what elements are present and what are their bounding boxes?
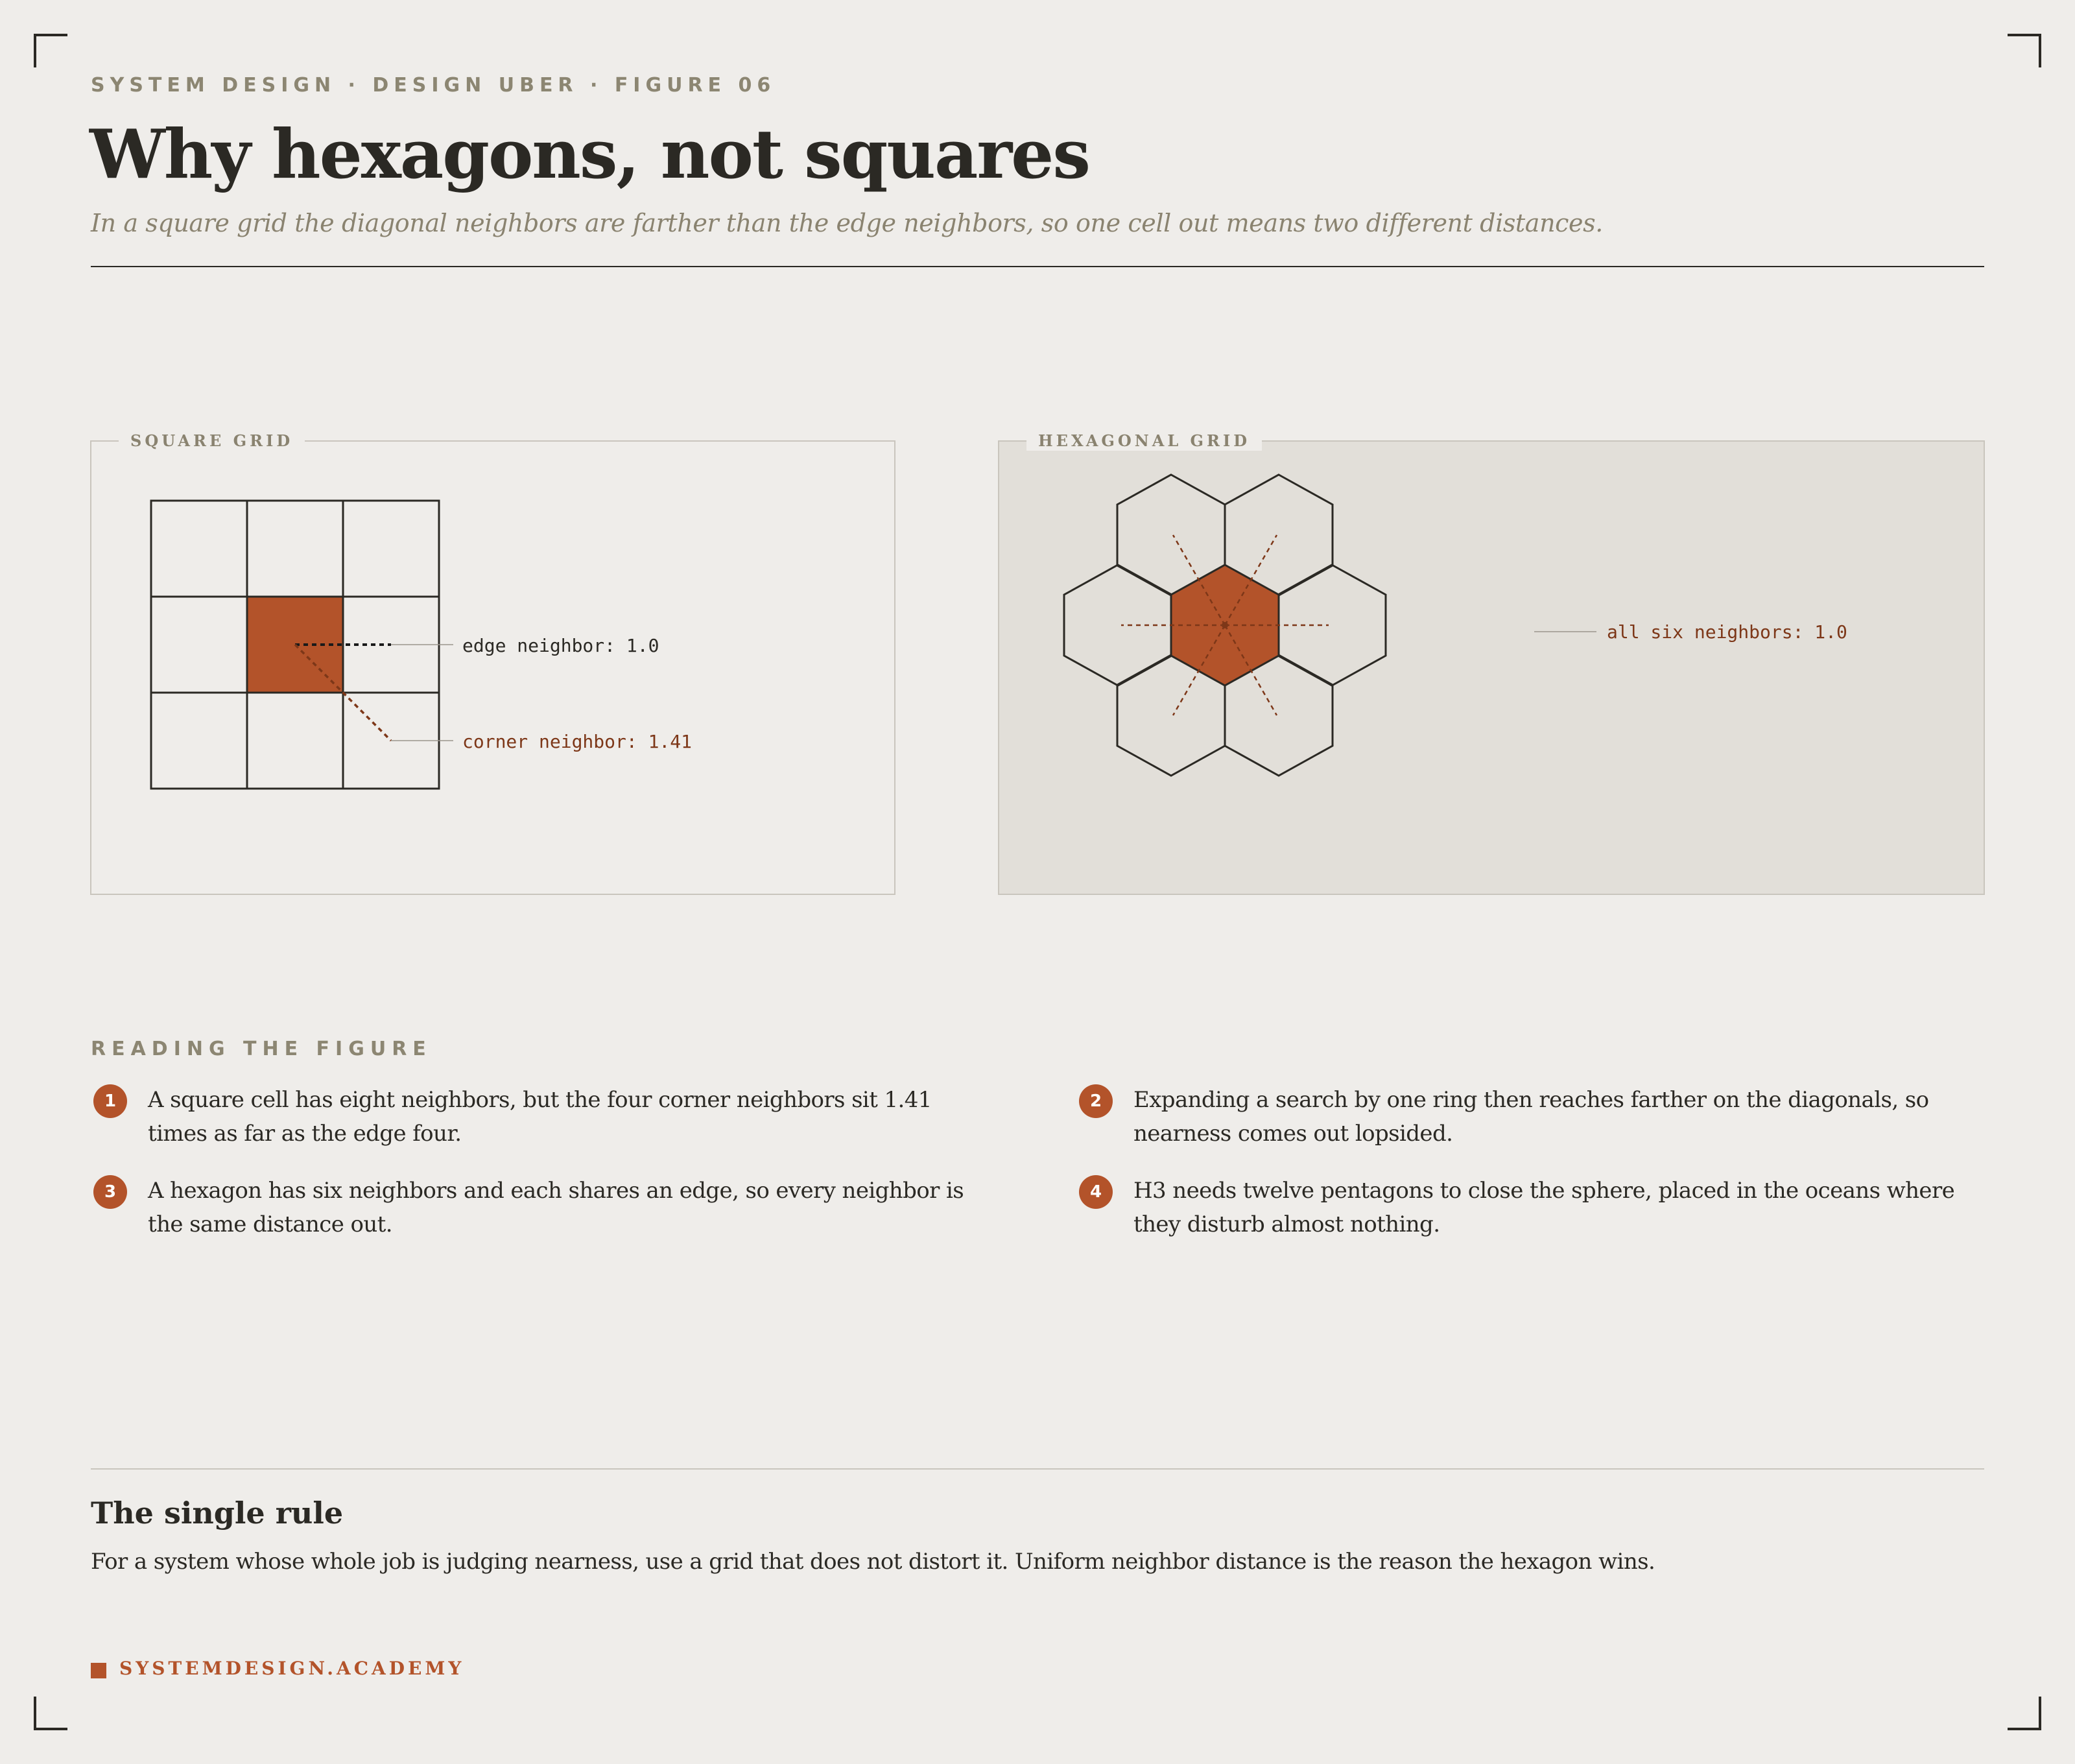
square-grid-label: SQUARE GRID — [119, 431, 305, 451]
page-subtitle: In a square grid the diagonal neighbors are farther than the edge neighbors, so one cell out means two different distances. — [91, 209, 1603, 237]
all-neighbors-label: all six neighbors: 1.0 — [1607, 621, 1847, 643]
note-text: A hexagon has six neighbors and each shares an edge, so every neighbor is the same distance out. — [148, 1178, 964, 1237]
grid-cell — [151, 693, 247, 789]
square-grid-panel — [90, 431, 895, 895]
rule-divider — [91, 1468, 1984, 1470]
grid-cell — [151, 501, 247, 597]
brand-mark-icon — [91, 1663, 106, 1678]
page-title: Why hexagons, not squares — [89, 114, 1089, 194]
corner-mark-top-left — [34, 34, 67, 67]
edge-neighbor-label: edge neighbor: 1.0 — [462, 635, 659, 656]
hexagonal-grid-label: HEXAGONAL GRID — [1026, 431, 1262, 451]
note-number-badge: 2 — [1079, 1084, 1113, 1118]
corner-mark-top-right — [2008, 34, 2041, 67]
note-number-badge: 4 — [1079, 1175, 1113, 1209]
hexagonal-grid-panel — [998, 431, 1985, 895]
grid-cell — [247, 501, 343, 597]
note-text: H3 needs twelve pentagons to close the sphere, placed in the oceans where they disturb almost nothing. — [1133, 1178, 1955, 1237]
rule-heading: The single rule — [91, 1496, 344, 1531]
hex-center-dot — [1222, 622, 1228, 628]
corner-neighbor-label: corner neighbor: 1.41 — [462, 731, 693, 752]
square-grid-diagram — [91, 442, 894, 894]
note-text: A square cell has eight neighbors, but the four corner neighbors sit 1.41 times as far as the edge four. — [148, 1087, 932, 1147]
hexagonal-grid-diagram — [999, 442, 1984, 894]
corner-mark-bottom-left — [34, 1697, 67, 1730]
note-text: Expanding a search by one ring then reaches farther on the diagonals, so nearness comes out lopsided. — [1133, 1087, 1929, 1147]
note-number-badge: 1 — [93, 1084, 127, 1118]
reading-heading: READING THE FIGURE — [91, 1038, 432, 1060]
grid-cell — [343, 501, 439, 597]
grid-cell — [247, 693, 343, 789]
rule-body-text: For a system whose whole job is judging nearness, use a grid that does not distort it. Uniform neighbor distance is the reason the hexagon wins. — [91, 1549, 1655, 1575]
brand-link[interactable]: SYSTEMDESIGN.ACADEMY — [119, 1658, 465, 1679]
header-divider — [91, 266, 1984, 267]
figure-kicker: SYSTEM DESIGN · DESIGN UBER · FIGURE 06 — [91, 74, 776, 97]
grid-cell — [151, 597, 247, 693]
note-number-badge: 3 — [93, 1175, 127, 1209]
corner-mark-bottom-right — [2008, 1697, 2041, 1730]
